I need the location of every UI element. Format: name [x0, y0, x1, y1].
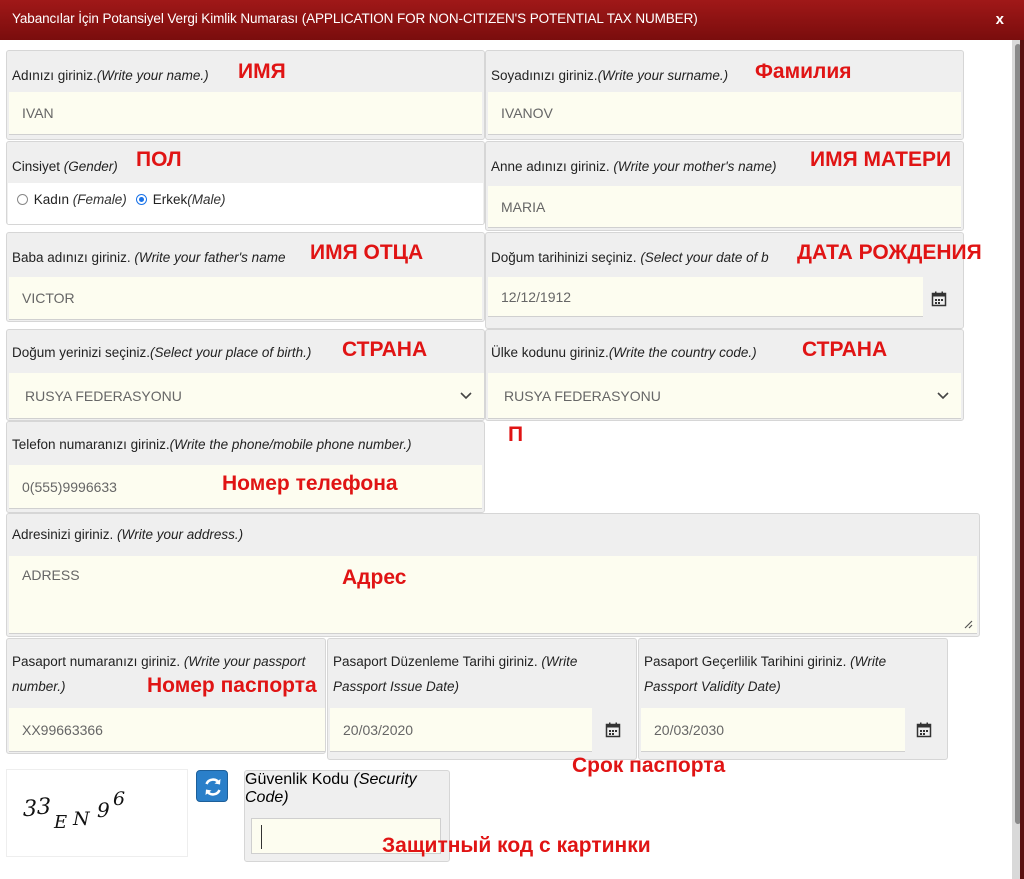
passport-number-input[interactable]: XX99663366	[9, 708, 325, 752]
gender-card	[6, 141, 485, 225]
calendar-icon[interactable]	[931, 291, 947, 307]
birthplace-select[interactable]: RUSYA FEDERASYONU	[9, 373, 484, 419]
calendar-icon[interactable]	[605, 722, 621, 738]
address-annotation: Адрес	[342, 566, 407, 589]
calendar-icon[interactable]	[916, 722, 932, 738]
country-code-card	[485, 329, 964, 421]
svg-text:3: 3	[37, 795, 51, 820]
surname-input[interactable]: IVANOV	[488, 92, 961, 135]
security-code-annotation: Защитный код с картинки	[382, 834, 651, 857]
male-option[interactable]: Erkek(Male)	[136, 192, 226, 207]
address-card	[6, 513, 980, 637]
svg-text:6: 6	[113, 788, 126, 810]
passport-number-annotation: Номер паспорта	[147, 674, 317, 697]
captcha-picture	[7, 770, 189, 858]
passport-validity-label: Pasaport Geçerlilik Tarihini giriniz. (Write Passport Validity Date)	[644, 654, 887, 694]
phone-card	[6, 421, 485, 513]
refresh-captcha-button[interactable]	[196, 770, 228, 802]
svg-text:N: N	[73, 808, 90, 830]
name-input[interactable]: IVAN	[9, 92, 482, 135]
dialog-titlebar	[0, 0, 1024, 40]
birthdate-input[interactable]: 12/12/1912	[488, 277, 923, 317]
surname-annotation: Фамилия	[755, 60, 852, 83]
name-annotation: ИМЯ	[238, 60, 286, 83]
surname-label: Soyadınızı giriniz.(Write your surname.)	[491, 68, 729, 83]
svg-text:9: 9	[97, 798, 110, 822]
gender-label: Cinsiyet (Gender)	[12, 159, 118, 174]
svg-text:E: E	[54, 812, 68, 833]
address-label: Adresinizi giriniz. (Write your address.)	[12, 527, 244, 542]
father-input[interactable]: VICTOR	[9, 277, 482, 320]
dialog-edge	[1020, 40, 1024, 879]
country-code-annotation: СТРАНА	[802, 338, 888, 361]
gender-options	[8, 183, 483, 224]
father-annotation: ИМЯ ОТЦА	[310, 241, 424, 264]
country-code-label: Ülke kodunu giriniz.(Write the country code.)	[491, 345, 757, 360]
address-textarea[interactable]: ADRESS	[9, 556, 977, 634]
birthdate-annotation: ДАТА РОЖДЕНИЯ	[797, 241, 982, 264]
svg-text:3: 3	[23, 797, 37, 822]
phone-label: Telefon numaranızı giriniz.(Write the phone/mobile phone number.)	[12, 437, 412, 452]
chevron-down-icon	[937, 392, 949, 400]
father-label: Baba adınızı giriniz. (Write your father's name	[12, 250, 286, 265]
security-code-label: Güvenlik Kodu (Security Code)	[245, 771, 417, 806]
phone-annotation: Номер телефона	[222, 472, 398, 495]
passport-term-annotation: Срок паспорта	[572, 754, 726, 777]
close-icon[interactable]: x	[995, 11, 1004, 28]
male-radio[interactable]	[136, 194, 147, 205]
gender-annotation: ПОЛ	[136, 148, 182, 171]
passport-issue-card	[327, 638, 637, 760]
female-option[interactable]: Kadın (Female)	[17, 192, 127, 207]
refresh-icon	[197, 771, 229, 803]
surname-card	[485, 50, 964, 140]
female-radio[interactable]	[17, 194, 28, 205]
country-code-select[interactable]: RUSYA FEDERASYONU	[488, 373, 961, 419]
captcha-image	[6, 769, 188, 857]
phone-annotation-extra: П	[508, 423, 524, 446]
birthdate-label: Doğum tarihinizi seçiniz. (Select your date of b	[491, 250, 769, 265]
passport-validity-card	[638, 638, 948, 760]
chevron-down-icon	[460, 392, 472, 400]
phone-input[interactable]: 0(555)9996633	[9, 465, 482, 509]
mother-annotation: ИМЯ МАТЕРИ	[810, 148, 952, 171]
mother-input[interactable]: MARIA	[488, 186, 961, 228]
passport-number-label: Pasaport numaranızı giriniz. (Write your passport number.)	[12, 654, 306, 694]
passport-issue-label: Pasaport Düzenleme Tarihi giriniz. (Write Passport Issue Date)	[333, 654, 578, 694]
passport-validity-input[interactable]: 20/03/2030	[641, 708, 905, 752]
birthplace-annotation: СТРАНА	[342, 338, 428, 361]
resize-grip-icon[interactable]	[963, 619, 973, 629]
text-caret	[261, 825, 262, 849]
dialog-title: Yabancılar İçin Potansiyel Vergi Kimlik Numarası (APPLICATION FOR NON-CITIZEN'S POTENTIAL TAX NUMBER)	[12, 11, 698, 26]
birthplace-label: Doğum yerinizi seçiniz.(Select your place of birth.)	[12, 345, 312, 360]
passport-issue-input[interactable]: 20/03/2020	[330, 708, 592, 752]
name-label: Adınızı giriniz.(Write your name.)	[12, 68, 209, 83]
mother-label: Anne adınızı giriniz. (Write your mother's name)	[491, 159, 777, 174]
